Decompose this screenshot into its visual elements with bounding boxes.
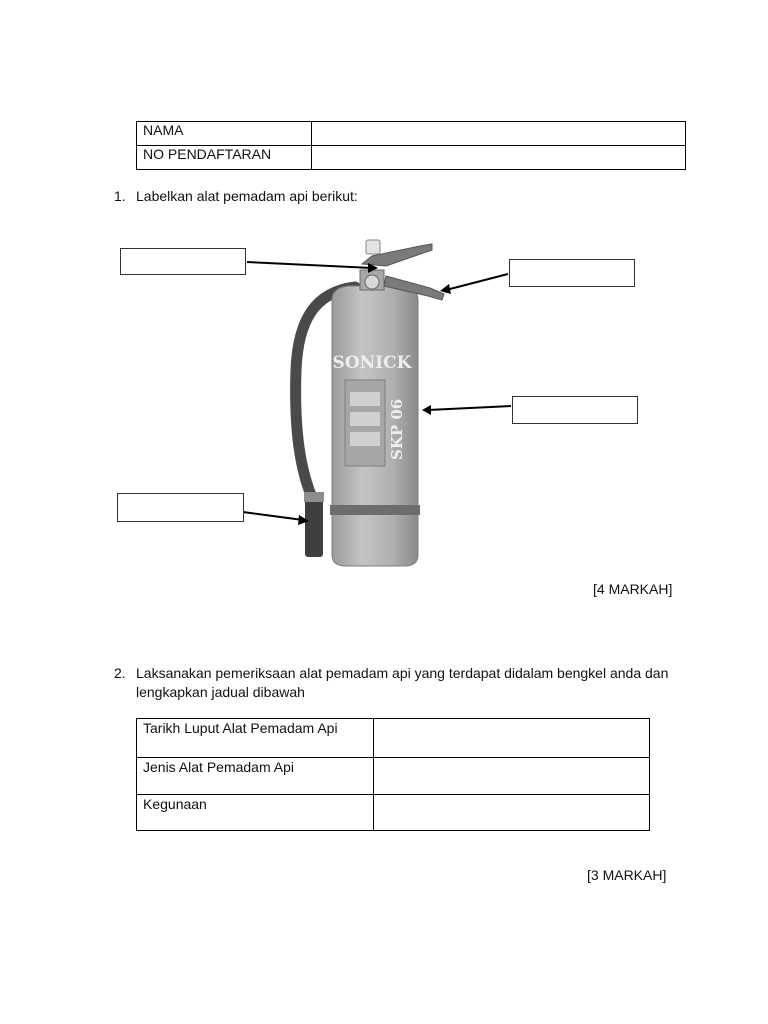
question-2-number: 2. (114, 665, 126, 681)
expiry-date-field[interactable] (374, 719, 650, 758)
usage-label: Kegunaan (137, 795, 374, 831)
pressure-gauge (365, 275, 379, 289)
inspection-table (136, 718, 650, 831)
table-row (137, 719, 650, 758)
arrow-2 (446, 274, 508, 290)
arrow-3 (428, 406, 511, 410)
name-label: NAMA (137, 122, 312, 146)
bracket-band (330, 505, 420, 515)
extinguisher-type-field[interactable] (374, 758, 650, 795)
arrow-4 (243, 512, 303, 520)
nozzle (305, 495, 323, 557)
arrowhead-3 (422, 405, 431, 415)
model-text: SKP 06 (388, 398, 406, 460)
question-2-text: Laksanakan pemeriksaan alat pemadam api yang terdapat didalam bengkel anda dan lengkapkan jadual dibawah (136, 665, 669, 700)
question-1-marks: [4 MARKAH] (593, 581, 673, 597)
extinguisher-type-label: Jenis Alat Pemadam Api (137, 758, 374, 795)
question-1-text: Labelkan alat pemadam api berikut: (136, 188, 358, 204)
nozzle-coupling (304, 492, 324, 502)
arrow-1 (247, 262, 372, 268)
expiry-date-label: Tarikh Luput Alat Pemadam Api (137, 719, 374, 758)
table-row (137, 795, 650, 831)
label-box-1[interactable] (120, 248, 246, 275)
question-2-marks: [3 MARKAH] (587, 867, 667, 883)
usage-field[interactable] (374, 795, 650, 831)
question-1-number: 1. (114, 188, 126, 204)
safety-pin (366, 240, 380, 254)
label-box-4[interactable] (117, 493, 244, 522)
label-box-3[interactable] (512, 396, 638, 424)
brand-text: SONICK (332, 353, 412, 373)
label-box-2[interactable] (509, 259, 635, 287)
table-row (137, 758, 650, 795)
registration-label: NO PENDAFTARAN (137, 146, 312, 170)
